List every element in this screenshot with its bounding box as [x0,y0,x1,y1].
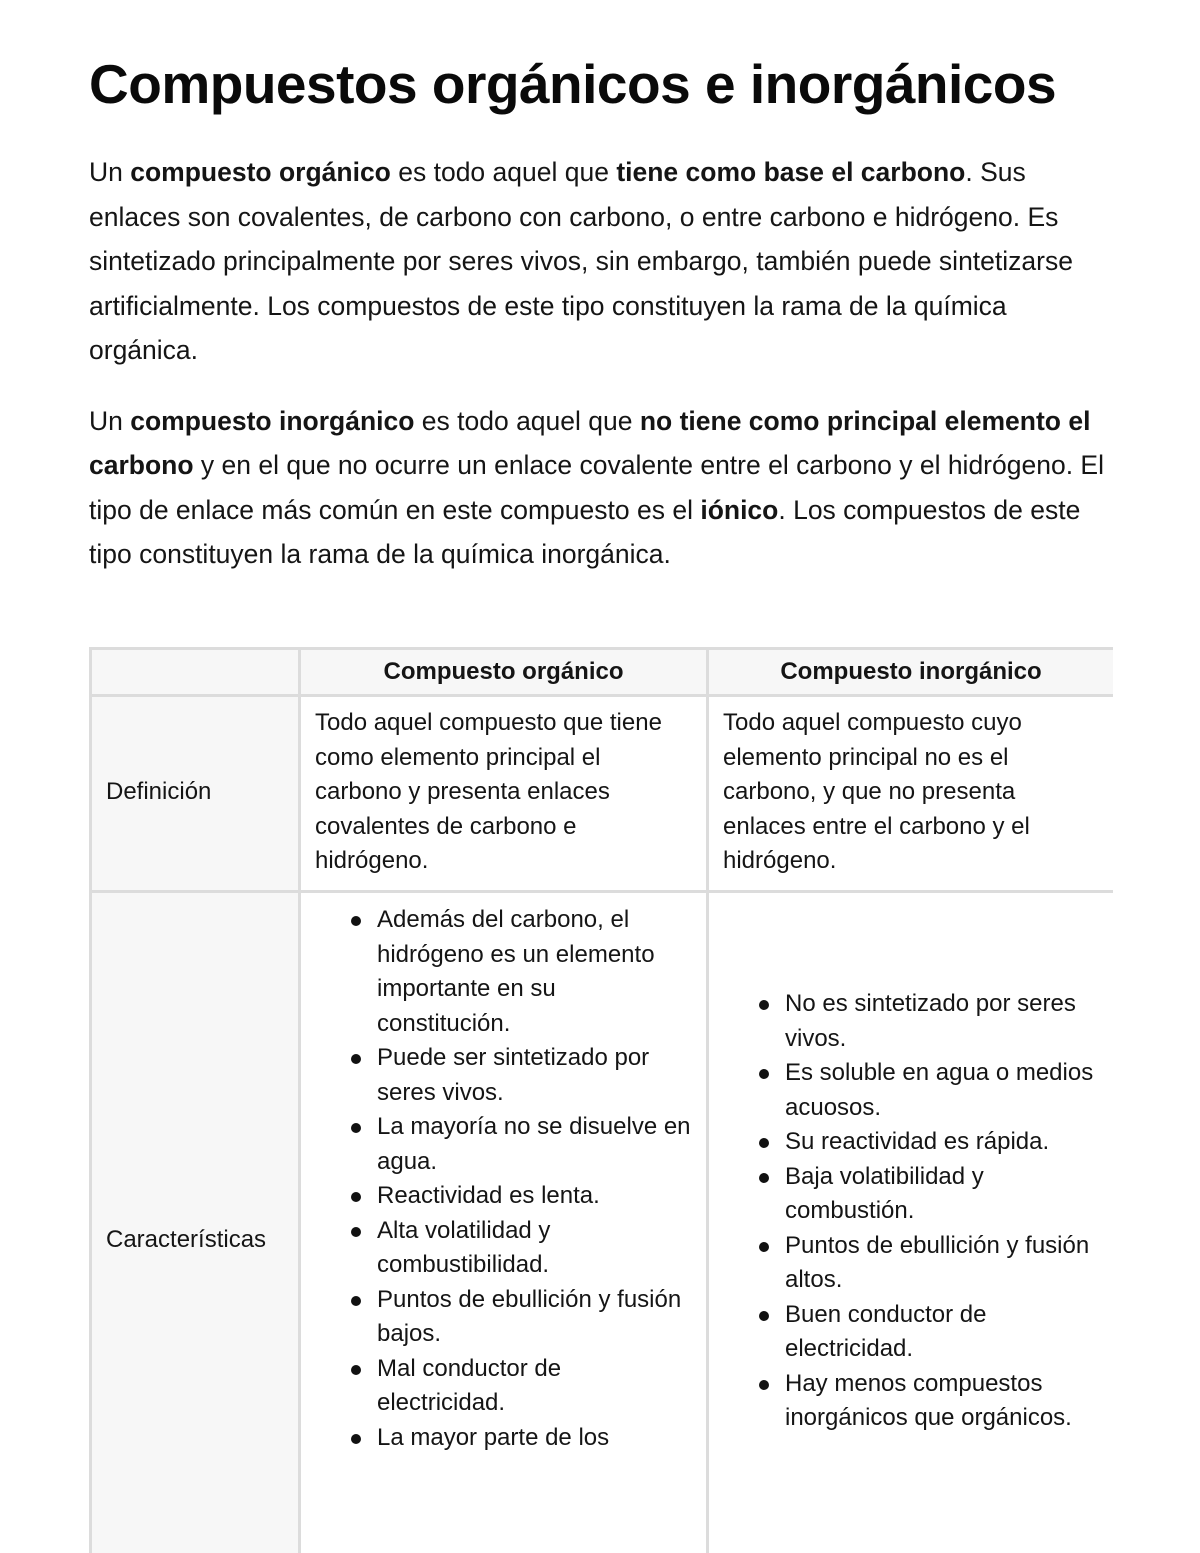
table-header-inorganic: Compuesto inorgánico [708,649,1114,696]
table-header-row [91,649,1114,696]
list-item-text: Hay menos compuestos inorgánicos que orgánicos. [785,1369,1072,1431]
list-item [723,1298,1099,1367]
list-item-text: Puede ser sintetizado por seres vivos. [377,1044,650,1106]
bullet-icon [759,1311,769,1321]
list-item [315,1179,692,1214]
list-item [315,1283,692,1352]
paragraph-bold: compuesto orgánico [130,157,391,187]
list-item [723,1367,1099,1436]
paragraph-organic [89,150,1113,373]
characteristics-inorganic [708,892,1114,1553]
list-item [315,903,692,1041]
bullet-icon [759,1138,769,1148]
table-row-definition [91,696,1114,892]
list-item [315,1421,692,1456]
list-item-text: Es soluble en agua o medios acuosos. [785,1059,1094,1121]
organic-characteristics-list [315,903,692,1455]
list-item [315,1041,692,1110]
list-item [723,987,1099,1056]
bullet-icon [351,1434,361,1444]
list-item-text: Puntos de ebullición y fusión bajos. [377,1285,682,1347]
list-item-text: Puntos de ebullición y fusión altos. [785,1231,1090,1293]
paragraph-text: Un [89,157,131,187]
comparison-table [89,647,1113,1553]
paragraph-text: . Los compuestos de este tipo constituyen la rama de la química inorgánica. [89,494,1081,569]
row-label-characteristics: Características [91,892,300,1553]
paragraph-bold: no tiene como principal elemento el carbono [89,405,1091,480]
bullet-icon [351,1123,361,1133]
paragraph-text: es todo aquel que [390,157,617,187]
paragraph-text: y en el que no ocurre un enlace covalente entre el carbono y el hidrógeno. El tipo de enlace más común en este compuesto es el [89,450,1104,525]
list-item-text: Buen conductor de electricidad. [785,1300,987,1362]
list-item-text: La mayoría no se disuelve en agua. [377,1113,691,1175]
bullet-icon [759,1173,769,1183]
definition-inorganic: Todo aquel compuesto cuyo elemento principal no es el carbono, y que no presenta enlaces entre el carbono y el hidrógeno. [708,696,1114,892]
list-item-text: La mayor parte de los [377,1423,610,1451]
paragraph-bold: iónico [700,494,779,525]
bullet-icon [351,1054,361,1064]
list-item-text: Mal conductor de electricidad. [377,1354,562,1416]
list-item-text: Su reactividad es rápida. [785,1128,1050,1155]
bullet-icon [351,1227,361,1237]
document-body [89,50,1113,577]
inorganic-characteristics-list [723,987,1099,1436]
bullet-icon [759,1380,769,1390]
list-item [723,1056,1099,1125]
paragraph-inorganic [89,399,1113,577]
list-item [315,1352,692,1421]
bullet-icon [759,1069,769,1079]
bullet-icon [351,1296,361,1306]
list-item [315,1110,692,1179]
list-item-text: Alta volatilidad y combustibilidad. [377,1216,551,1278]
list-item [315,1214,692,1283]
paragraph-bold: tiene como base el carbono [616,157,966,187]
list-item-text: Baja volatibilidad y combustión. [785,1162,984,1224]
page-title: Compuestos orgánicos e inorgánicos [89,53,1057,115]
bullet-icon [759,1242,769,1252]
paragraph-bold: compuesto inorgánico [130,405,415,436]
bullet-icon [351,1365,361,1375]
list-item [723,1160,1099,1229]
bullet-icon [351,1192,361,1202]
paragraph-text: . Sus enlaces son covalentes, de carbono con carbono, o entre carbono e hidrógeno. Es sintetizado principalmente por seres vivos, sin embargo, también puede sintetizarse artificialmente. Los compuestos de este tipo constituyen la rama de la química orgánica. [89,157,1073,365]
table-header-empty [91,649,300,696]
paragraph-text: es todo aquel que [414,405,640,436]
bullet-icon [759,1000,769,1010]
list-item-text: Reactividad es lenta. [377,1182,600,1209]
table-header-organic: Compuesto orgánico [300,649,708,696]
comparison-table-container [89,647,1113,1553]
paragraph-text: Un [89,405,131,436]
list-item [723,1125,1099,1160]
characteristics-organic [300,892,708,1553]
bullet-icon [351,916,361,926]
list-item-text: Además del carbono, el hidrógeno es un elemento importante en su constitución. [377,906,655,1037]
row-label-definition: Definición [91,696,300,892]
table-row-characteristics [91,892,1114,1553]
list-item [723,1229,1099,1298]
definition-organic: Todo aquel compuesto que tiene como elemento principal el carbono y presenta enlaces covalentes de carbono e hidrógeno. [300,696,708,892]
list-item-text: No es sintetizado por seres vivos. [785,990,1076,1052]
